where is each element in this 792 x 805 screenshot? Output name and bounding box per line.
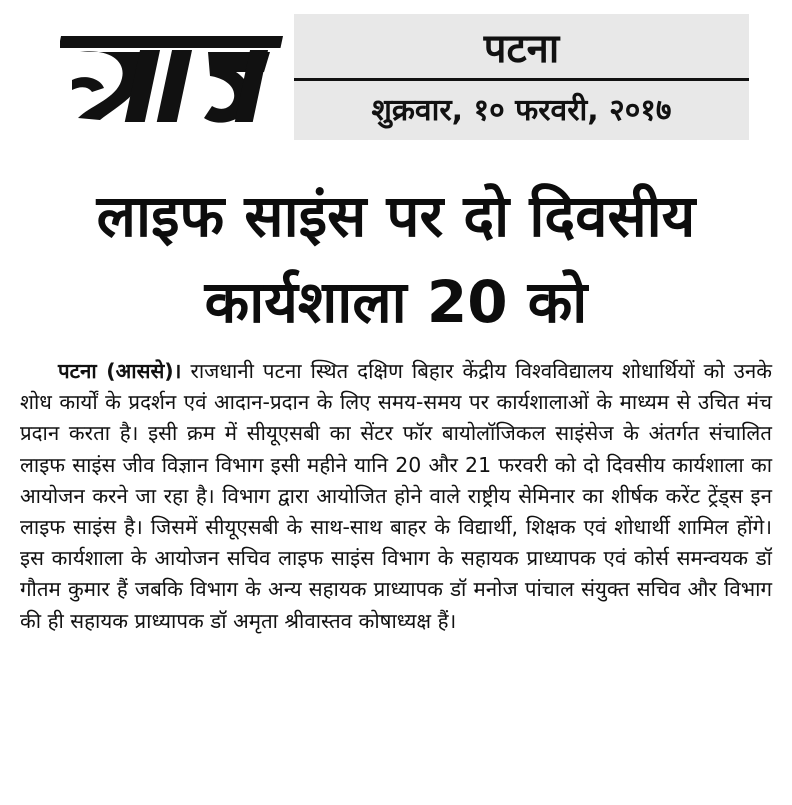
edition-date: शुक्रवार, १० फरवरी, २०१७ bbox=[371, 93, 672, 128]
article-paragraph bbox=[20, 356, 772, 637]
city-name: पटना bbox=[483, 26, 560, 72]
city-date-box bbox=[294, 14, 749, 140]
newspaper-logo bbox=[60, 22, 290, 134]
dateline: पटना (आससे)। bbox=[58, 359, 182, 383]
masthead bbox=[0, 0, 792, 150]
headline-line-1: लाइफ साइंस पर दो दिवसीय bbox=[96, 182, 696, 250]
newspaper-logo-graphic bbox=[60, 22, 290, 134]
article-body bbox=[20, 356, 772, 637]
article-text: राजधानी पटना स्थित दक्षिण बिहार केंद्रीय विश्वविद्यालय शोधार्थियों को उनके शोध कार्यों के प्रदर्शन एवं आदान-प्रदान के लिए समय-समय पर कार्यशालाओं के माध्यम से उचित मंच प्रदान करता है। इसी क्रम में सीयूएसबी का सेंटर फॉर बायोलॉजिकल साइंसेज के अंतर्गत संचालित लाइफ साइंस जीव विज्ञान विभाग इसी महीने यानि 20 और 21 फरवरी को दो दिवसीय कार्यशाला का आयोजन करने जा रहा है। विभाग द्वारा आयोजित होने वाले राष्ट्रीय सेमिनार का शीर्षक करेंट ट्रेंड्स इन लाइफ साइंस है। जिसमें सीयूएसबी के साथ-साथ बाहर के विद्यार्थी, शिक्षक एवं शोधार्थी शामिल होंगे। इस कार्यशाला के आयोजन सचिव लाइफ साइंस विभाग के सहायक प्राध्यापक एवं कोर्स समन्वयक डॉ गौतम कुमार हैं जबकि विभाग के अन्य सहायक प्राध्यापक डॉ मनोज पांचाल संयुक्त सचिव और विभाग की ही सहायक प्राध्यापक डॉ अमृता श्रीवास्तव कोषाध्यक्ष हैं। bbox=[20, 359, 772, 633]
headline-line-2: कार्यशाला 20 को bbox=[204, 268, 588, 336]
headline bbox=[0, 178, 792, 340]
divider bbox=[294, 78, 749, 81]
